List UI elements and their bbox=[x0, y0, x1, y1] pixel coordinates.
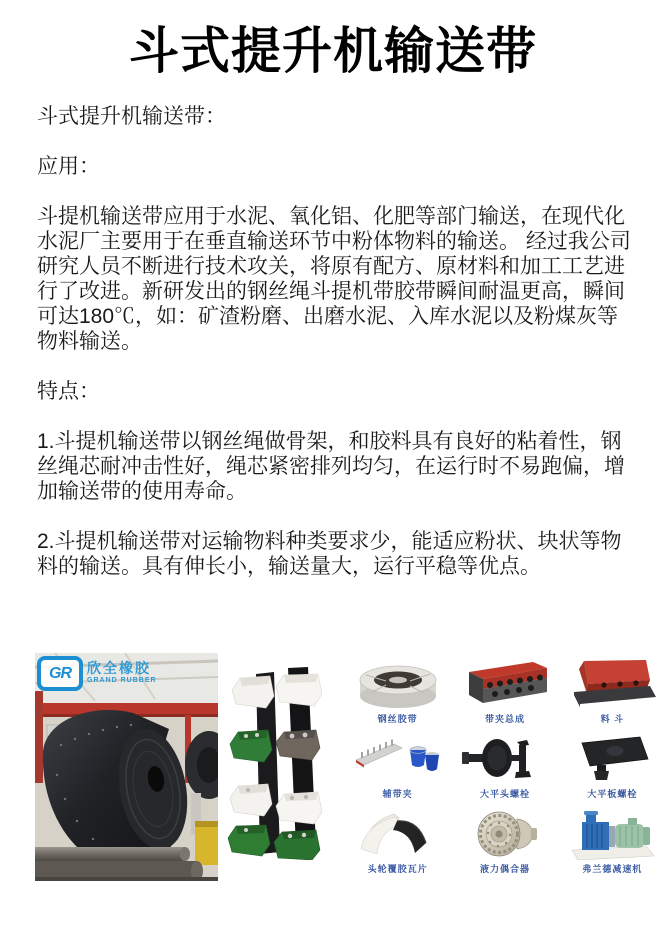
intro-line: 斗式提升机输送带： bbox=[37, 105, 226, 128]
product-cell-fluid-coupling bbox=[451, 802, 558, 877]
brand-logo-monogram: GR bbox=[37, 656, 83, 691]
fluid-coupling-image bbox=[459, 808, 551, 860]
product-cell-clamp-assembly bbox=[451, 652, 558, 727]
flender-reducer-image bbox=[566, 808, 658, 860]
product-label: 辅带夹 bbox=[382, 789, 413, 799]
features-heading: 特点： bbox=[37, 380, 100, 403]
buckets-illustration bbox=[226, 660, 336, 860]
elevator-buckets-photo bbox=[226, 660, 336, 860]
flat-plate-bolt-image bbox=[566, 733, 658, 785]
product-cell-hopper bbox=[559, 652, 666, 727]
product-cell-flender-reducer bbox=[559, 802, 666, 877]
product-cell-flat-plate-bolt bbox=[559, 727, 666, 802]
feature-item-2: 2.斗提机输送带对运输物料种类要求少，能适应粉状、块状等物料的输送。具有伸长小，输送量大，运行平稳等优点。 bbox=[37, 530, 622, 578]
product-label: 弗兰德减速机 bbox=[582, 864, 643, 874]
product-label: 头轮覆胶瓦片 bbox=[367, 864, 428, 874]
product-label: 料 斗 bbox=[600, 714, 625, 724]
product-label: 钢丝胶带 bbox=[377, 714, 418, 724]
product-label: 大平板螺栓 bbox=[587, 789, 638, 799]
feature-item-1: 1.斗提机输送带以钢丝绳做骨架，和胶料具有良好的粘着性，钢丝绳芯耐冲击性好，绳芯紧密排列均匀，在运行时不易跑偏，增加输送带的使用寿命。 bbox=[37, 430, 625, 503]
brand-name-english: GRAND RUBBER bbox=[87, 677, 157, 684]
application-heading: 应用： bbox=[37, 155, 100, 178]
brand-name-chinese: 欣全橡胶 bbox=[87, 660, 151, 676]
brand-logo bbox=[37, 656, 157, 691]
flat-head-bolt-image bbox=[459, 733, 551, 785]
article-body bbox=[37, 104, 631, 579]
product-cell-steel-cord-belt bbox=[344, 652, 451, 727]
product-cell-flat-head-bolt bbox=[451, 727, 558, 802]
product-cell-pulley-lagging-tiles bbox=[344, 802, 451, 877]
factory-belt-roll-photo bbox=[35, 653, 218, 881]
accessories-grid bbox=[344, 652, 666, 877]
product-label: 大平头螺栓 bbox=[479, 789, 530, 799]
hopper-image bbox=[566, 658, 658, 710]
page-title: 斗式提升机输送带 bbox=[129, 23, 537, 79]
product-image-gallery bbox=[0, 650, 666, 890]
product-label: 液力偶合器 bbox=[479, 864, 530, 874]
pulley-lagging-tiles-image bbox=[352, 808, 444, 860]
application-paragraph: 斗提机输送带应用于水泥、氧化铝、化肥等部门输送，在现代化水泥厂主要用于在垂直输送环节中粉体物料的输送。 经过我公司研究人员不断进行技术攻关，将原有配方、原材料和加工工艺进行了改进。新研发出的钢丝绳斗提机带胶带瞬间耐温更高，瞬间可达180℃，如：矿渣粉磨、出磨水泥、入库水泥以及粉煤灰等物料输送。 bbox=[37, 205, 631, 353]
steel-cord-belt-image bbox=[352, 658, 444, 710]
product-cell-belt-clamp-strip bbox=[344, 727, 451, 802]
clamp-assembly-image bbox=[459, 658, 551, 710]
product-label: 带夹总成 bbox=[484, 714, 525, 724]
belt-clamp-strip-image bbox=[352, 733, 444, 785]
